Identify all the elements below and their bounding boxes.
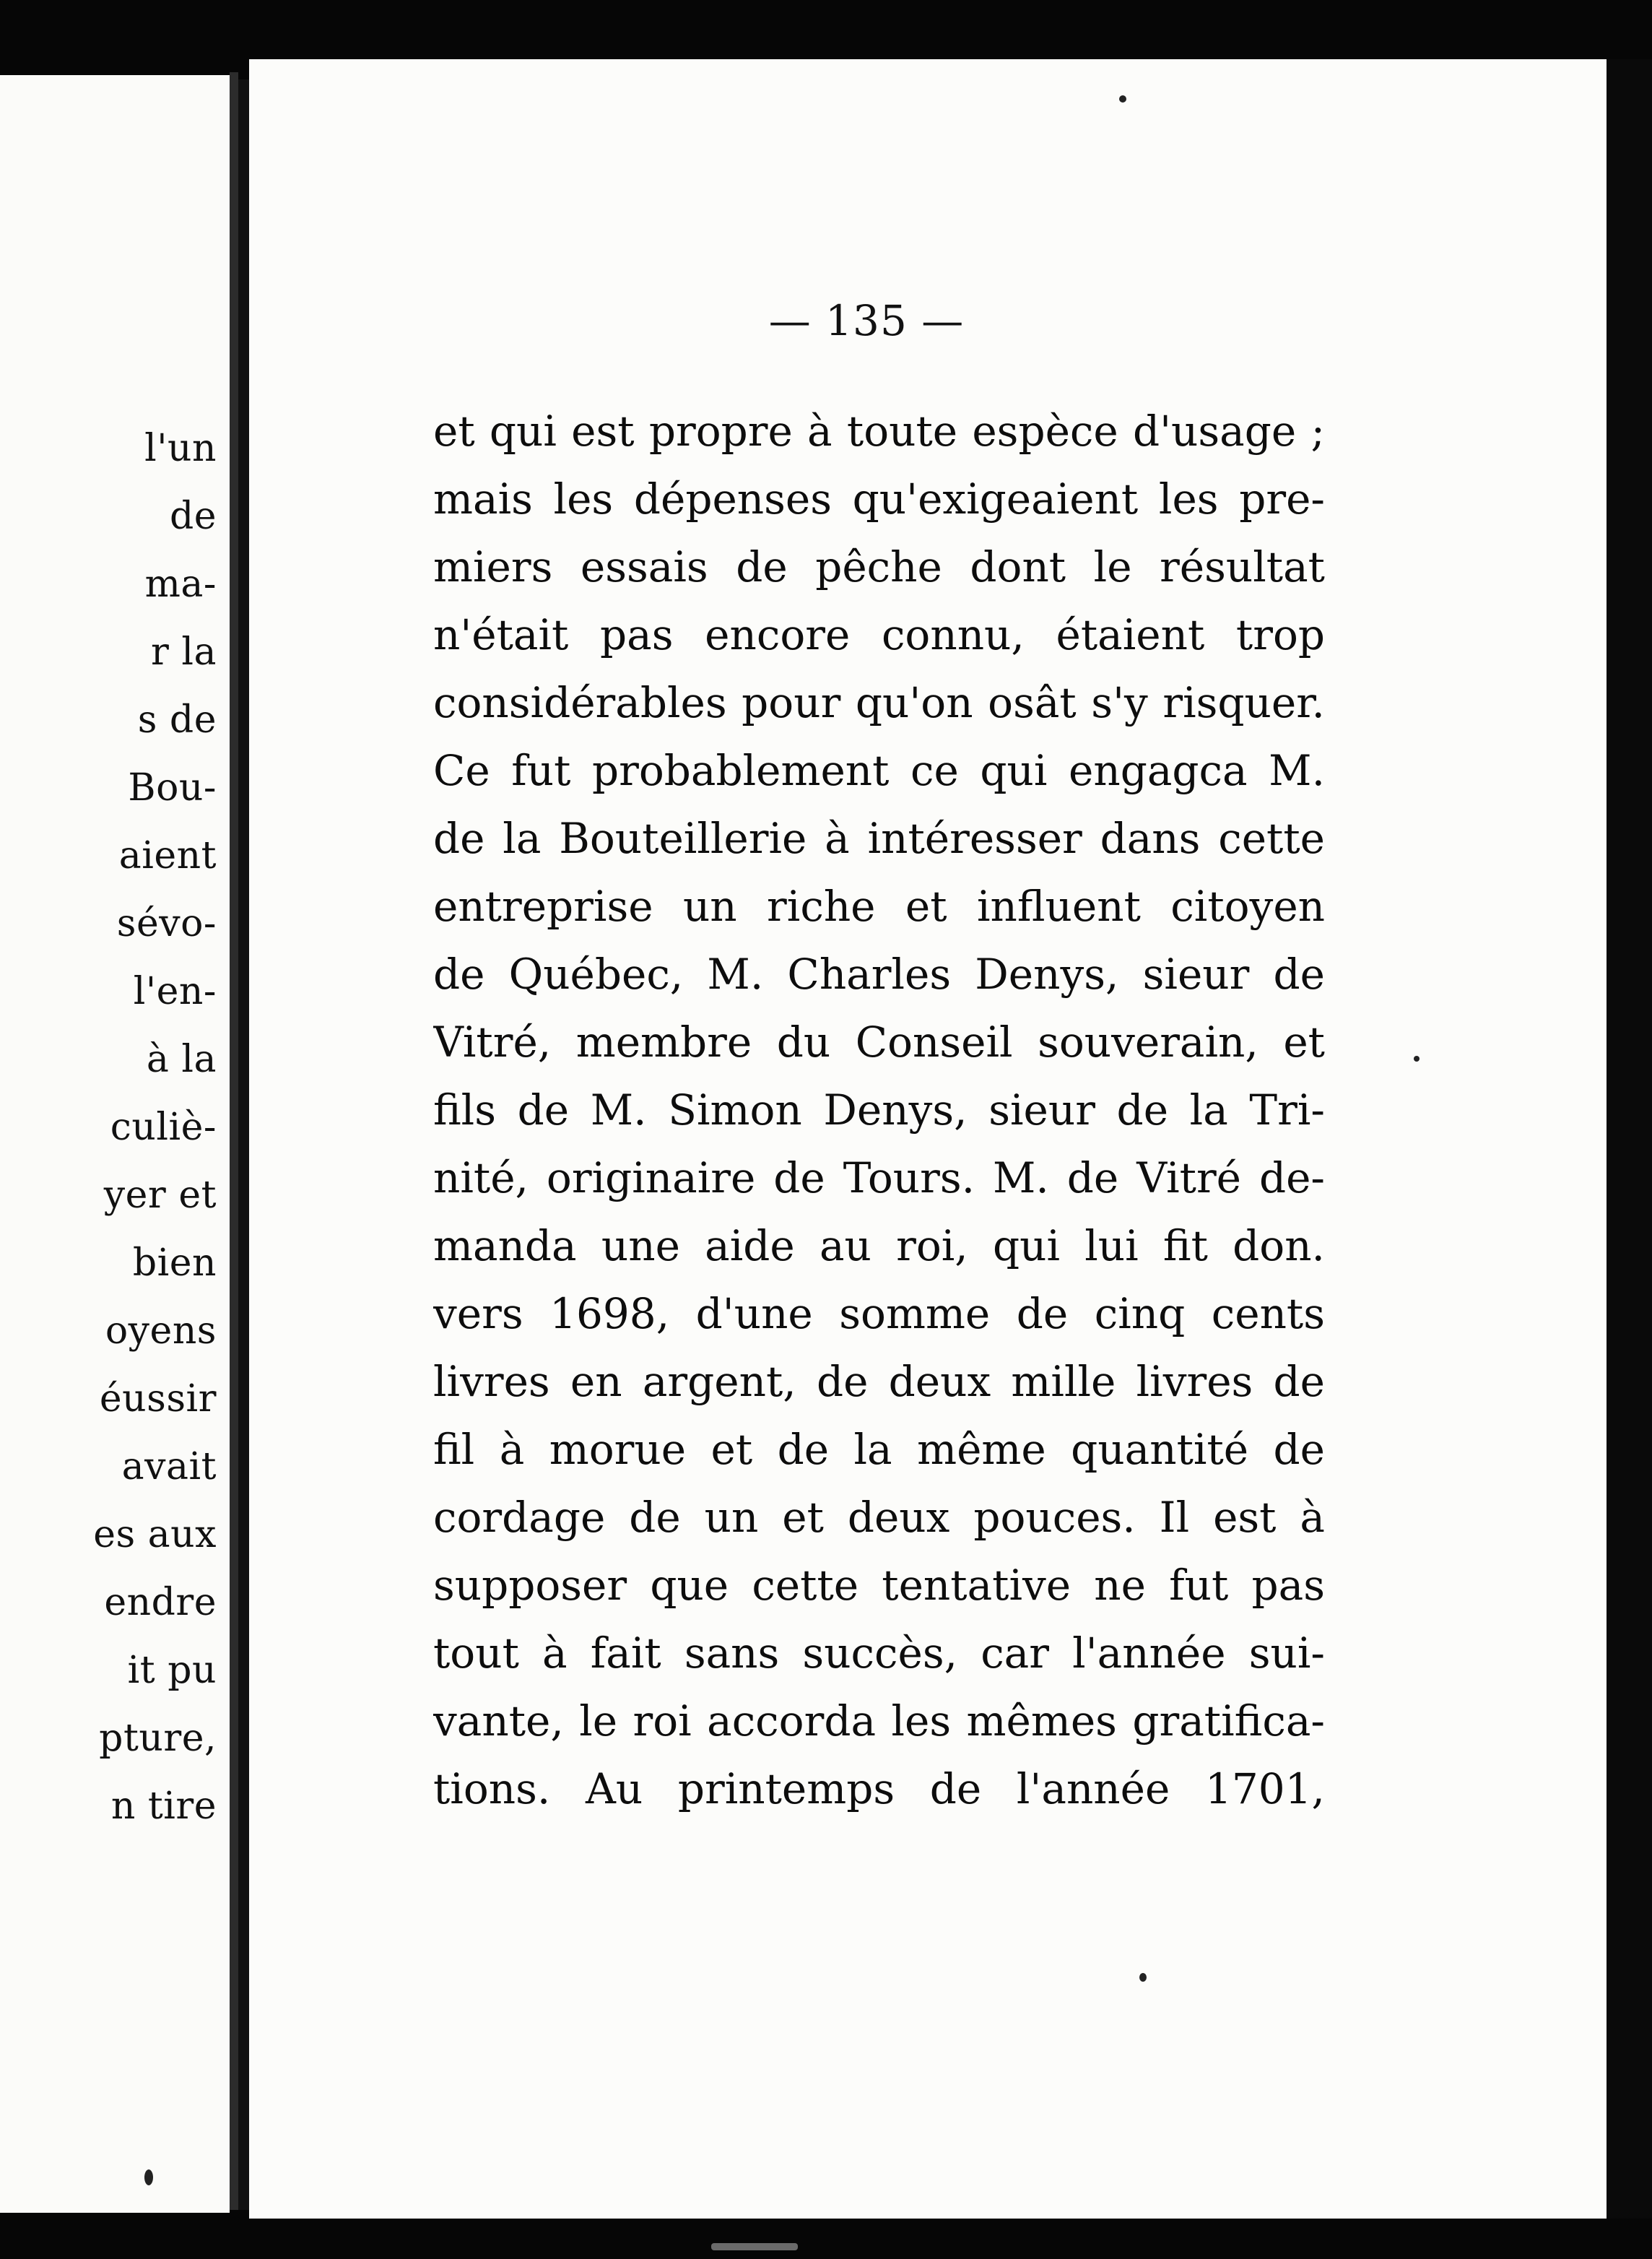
left-line: ma- — [144, 563, 217, 606]
scan-artifact — [711, 2243, 798, 2250]
text-line: fils de M. Simon Denys, sieur de la Tri- — [433, 1085, 1325, 1135]
left-line: yer et — [103, 1174, 217, 1217]
left-line: sévo- — [116, 902, 217, 945]
left-line: bien — [132, 1241, 217, 1285]
text-line: mais les dépenses qu'exigeaient les pre- — [433, 474, 1325, 524]
text-line: de la Bouteillerie à intéresser dans cette — [433, 814, 1325, 863]
scan-border — [1607, 59, 1652, 2219]
text-line: supposer que cette tentative ne fut pas — [433, 1561, 1325, 1610]
left-line: s de — [137, 698, 217, 742]
ink-speck — [144, 2169, 153, 2185]
left-line: l'un — [144, 427, 217, 470]
left-line: éussir — [99, 1377, 217, 1421]
left-line: es aux — [93, 1513, 217, 1556]
ink-speck — [1414, 1056, 1420, 1062]
left-line: de — [169, 495, 217, 538]
left-line: culiè- — [110, 1106, 217, 1149]
text-line: n'était pas encore connu, étaient trop — [433, 610, 1325, 659]
text-line: tions. Au printemps de l'année 1701, — [433, 1764, 1325, 1813]
left-line: it pu — [127, 1649, 217, 1692]
text-line: cordage de un et deux pouces. Il est à — [433, 1493, 1325, 1542]
left-page — [0, 75, 230, 2213]
text-line: vante, le roi accorda les mêmes gratifica- — [433, 1696, 1325, 1746]
page-number: — 135 — — [768, 296, 965, 345]
text-line: nité, originaire de Tours. M. de Vitré de- — [433, 1153, 1325, 1202]
text-line: entreprise un riche et influent citoyen — [433, 882, 1325, 931]
left-line: endre — [104, 1581, 217, 1624]
text-line: manda une aide au roi, qui lui fit don. — [433, 1221, 1325, 1270]
text-line: fil à morue et de la même quantité de — [433, 1425, 1325, 1474]
text-line: Ce fut probablement ce qui engagca M. — [433, 746, 1325, 795]
text-line: de Québec, M. Charles Denys, sieur de — [433, 950, 1325, 999]
text-line: vers 1698, d'une somme de cinq cents — [433, 1289, 1325, 1338]
text-line: tout à fait sans succès, car l'année sui- — [433, 1629, 1325, 1678]
left-line: Bou- — [128, 766, 217, 810]
left-line: oyens — [105, 1309, 217, 1353]
left-page-edge — [230, 72, 238, 2210]
left-line: r la — [150, 630, 217, 674]
left-line: à la — [146, 1038, 217, 1081]
text-line: considérables pour qu'on osât s'y risquer. — [433, 678, 1325, 727]
text-line: et qui est propre à toute espèce d'usage ; — [433, 407, 1325, 456]
ink-speck — [1139, 1973, 1147, 1982]
text-line: miers essais de pêche dont le résultat — [433, 542, 1325, 591]
left-line: pture, — [99, 1717, 217, 1760]
left-page-text — [0, 415, 217, 1840]
text-line: livres en argent, de deux mille livres de — [433, 1357, 1325, 1406]
text-line: Vitré, membre du Conseil souverain, et — [433, 1018, 1325, 1067]
ink-speck — [1119, 95, 1126, 103]
left-line: avait — [121, 1445, 217, 1488]
left-line: l'en- — [133, 970, 217, 1013]
left-line: aient — [118, 834, 217, 877]
left-line: n tire — [110, 1785, 217, 1828]
body-text — [433, 397, 1325, 1823]
